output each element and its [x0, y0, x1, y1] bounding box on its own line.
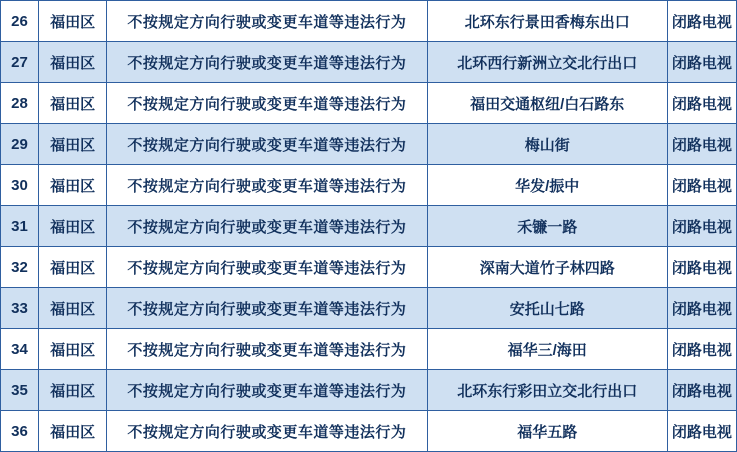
cell-device: 闭路电视: [667, 411, 736, 452]
cell-device: 闭路电视: [667, 42, 736, 83]
table-row: [1, 83, 737, 124]
cell-violation: 不按规定方向行驶或变更车道等违法行为: [107, 411, 427, 452]
cell-violation: 不按规定方向行驶或变更车道等违法行为: [107, 83, 427, 124]
table-row: [1, 411, 737, 452]
cell-location: 北环东行景田香梅东出口: [427, 1, 667, 42]
cell-location: 福田交通枢纽/白石路东: [427, 83, 667, 124]
cell-index: 31: [1, 206, 39, 247]
cell-index: 30: [1, 165, 39, 206]
cell-district: 福田区: [39, 247, 107, 288]
cell-index: 26: [1, 1, 39, 42]
cell-index: 36: [1, 411, 39, 452]
cell-index: 33: [1, 288, 39, 329]
cell-violation: 不按规定方向行驶或变更车道等违法行为: [107, 1, 427, 42]
cell-location: 安托山七路: [427, 288, 667, 329]
cell-district: 福田区: [39, 411, 107, 452]
cell-district: 福田区: [39, 165, 107, 206]
cell-device: 闭路电视: [667, 124, 736, 165]
cell-index: 35: [1, 370, 39, 411]
table-row: [1, 124, 737, 165]
cell-device: 闭路电视: [667, 247, 736, 288]
cell-index: 27: [1, 42, 39, 83]
cell-violation: 不按规定方向行驶或变更车道等违法行为: [107, 42, 427, 83]
cell-device: 闭路电视: [667, 1, 736, 42]
cell-district: 福田区: [39, 1, 107, 42]
cell-district: 福田区: [39, 42, 107, 83]
cell-district: 福田区: [39, 206, 107, 247]
cell-violation: 不按规定方向行驶或变更车道等违法行为: [107, 206, 427, 247]
cell-violation: 不按规定方向行驶或变更车道等违法行为: [107, 329, 427, 370]
cell-location: 福华三/海田: [427, 329, 667, 370]
table-row: [1, 370, 737, 411]
table-body: [1, 1, 737, 452]
cell-index: 34: [1, 329, 39, 370]
cell-location: 禾镰一路: [427, 206, 667, 247]
cell-device: 闭路电视: [667, 288, 736, 329]
table-row: [1, 247, 737, 288]
table-row: [1, 1, 737, 42]
cell-district: 福田区: [39, 288, 107, 329]
cell-district: 福田区: [39, 83, 107, 124]
cell-location: 华发/振中: [427, 165, 667, 206]
table-row: [1, 329, 737, 370]
cell-district: 福田区: [39, 370, 107, 411]
cell-index: 32: [1, 247, 39, 288]
table-row: [1, 165, 737, 206]
cell-location: 福华五路: [427, 411, 667, 452]
cell-device: 闭路电视: [667, 165, 736, 206]
cell-index: 29: [1, 124, 39, 165]
cell-violation: 不按规定方向行驶或变更车道等违法行为: [107, 370, 427, 411]
cell-district: 福田区: [39, 124, 107, 165]
cell-district: 福田区: [39, 329, 107, 370]
cell-device: 闭路电视: [667, 206, 736, 247]
cell-device: 闭路电视: [667, 83, 736, 124]
cell-location: 深南大道竹子林四路: [427, 247, 667, 288]
table-row: [1, 206, 737, 247]
cell-device: 闭路电视: [667, 329, 736, 370]
table-row: [1, 42, 737, 83]
cell-location: 北环西行新洲立交北行出口: [427, 42, 667, 83]
cell-violation: 不按规定方向行驶或变更车道等违法行为: [107, 165, 427, 206]
cell-location: 北环东行彩田立交北行出口: [427, 370, 667, 411]
cell-index: 28: [1, 83, 39, 124]
cell-violation: 不按规定方向行驶或变更车道等违法行为: [107, 288, 427, 329]
cell-device: 闭路电视: [667, 370, 736, 411]
cell-location: 梅山街: [427, 124, 667, 165]
cell-violation: 不按规定方向行驶或变更车道等违法行为: [107, 124, 427, 165]
table-row: [1, 288, 737, 329]
cell-violation: 不按规定方向行驶或变更车道等违法行为: [107, 247, 427, 288]
